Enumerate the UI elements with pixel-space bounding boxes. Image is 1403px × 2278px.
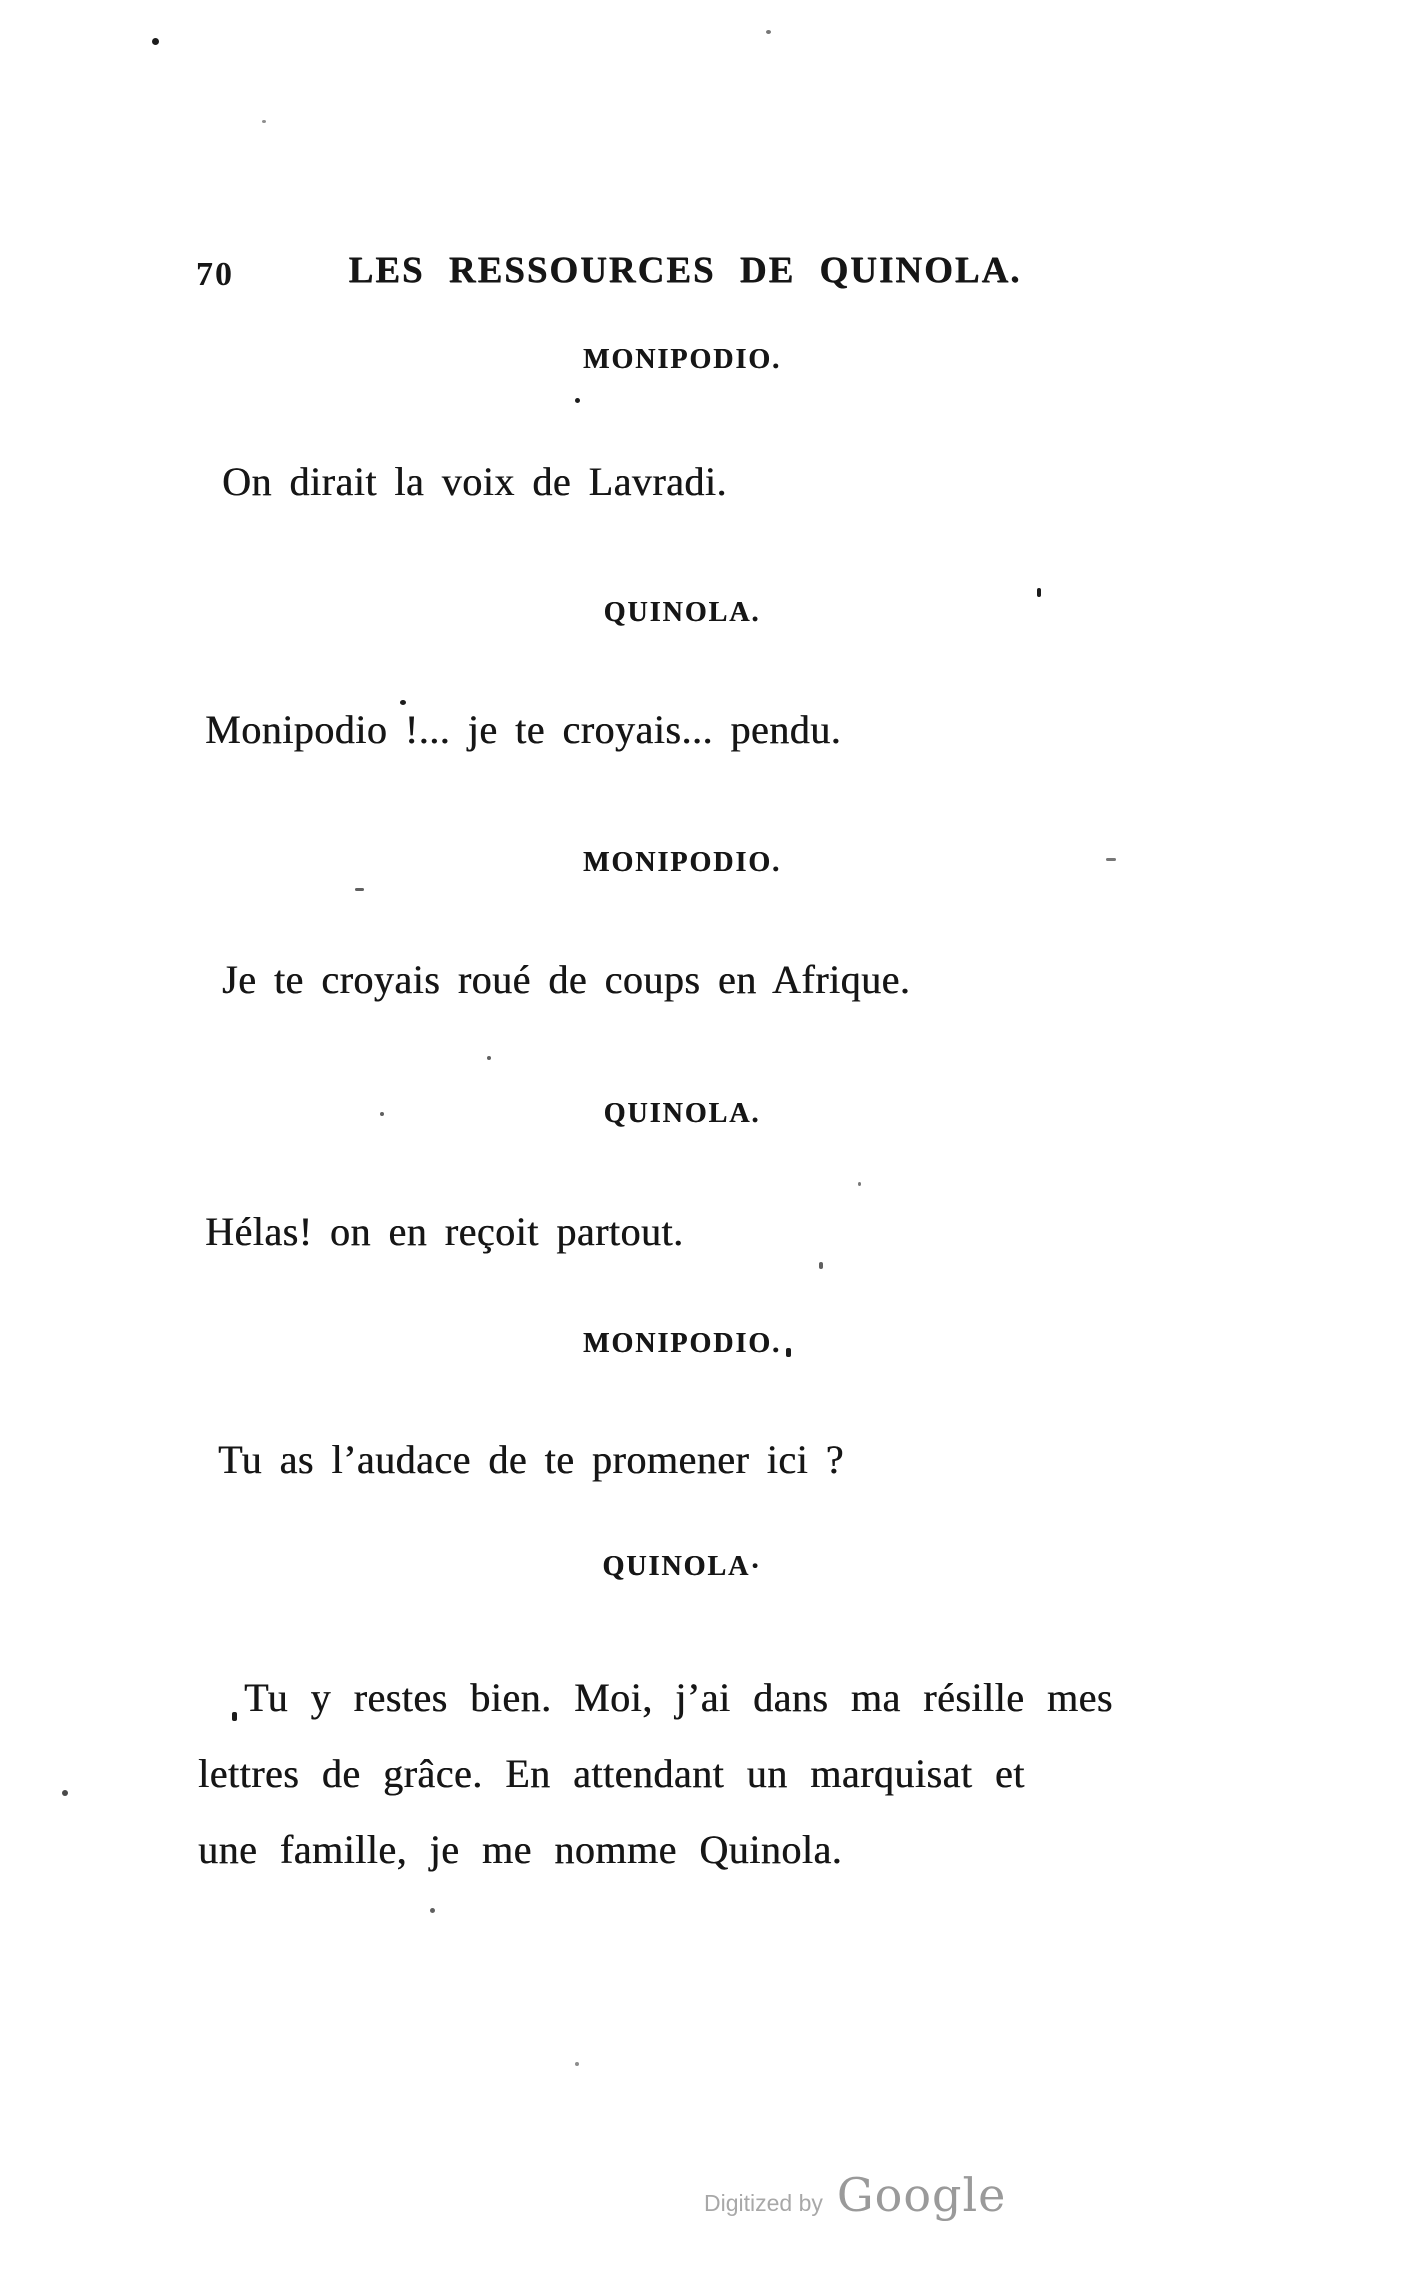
watermark-text: Digitized by — [704, 2190, 823, 2216]
speaker-heading-monipodio: MONIPODIO. — [582, 847, 782, 878]
scan-speck — [766, 30, 771, 34]
google-logo: Google — [836, 2168, 1007, 2222]
scan-speck — [380, 1112, 384, 1116]
paragraph-line: Tu y restes bien. Moi, j’ai dans ma résille mes — [244, 1675, 1113, 1720]
scan-speck — [152, 38, 159, 45]
speaker-heading-monipodio: MONIPODIO. — [582, 344, 782, 375]
scan-speck — [232, 1712, 237, 1721]
dialogue-line: Tu as l’audace de te promener ici ? — [218, 1437, 844, 1482]
dialogue-line: Monipodio !... je te croyais... pendu. — [205, 707, 842, 752]
speaker-heading-quinola: QUINOLA. — [603, 1098, 761, 1129]
scan-speck — [858, 1182, 861, 1186]
scan-speck — [400, 700, 406, 705]
scan-speck — [1037, 588, 1041, 597]
speaker-heading-quinola: QUINOLA. — [603, 597, 761, 628]
scan-speck — [355, 888, 364, 891]
dialogue-line: On dirait la voix de Lavradi. — [222, 459, 727, 504]
watermark — [704, 2168, 1006, 2222]
scan-speck — [1106, 858, 1116, 861]
scan-speck — [786, 1348, 791, 1357]
speaker-heading-monipodio: MONIPODIO. — [582, 1328, 782, 1359]
running-title: LES RESSOURCES DE QUINOLA. — [348, 250, 1022, 291]
scan-speck — [430, 1908, 435, 1913]
scan-speck — [62, 1790, 68, 1796]
scan-speck — [819, 1262, 823, 1269]
scan-speck — [575, 398, 580, 403]
page-number: 70 — [196, 256, 234, 293]
dialogue-line: Hélas! on en reçoit partout. — [205, 1209, 684, 1254]
scan-speck — [487, 1056, 491, 1060]
paragraph-line: lettres de grâce. En attendant un marquisat et — [198, 1751, 1025, 1796]
speaker-heading-quinola: QUINOLA· — [602, 1551, 762, 1582]
paragraph-line: une famille, je me nomme Quinola. — [198, 1827, 843, 1872]
scan-speck — [262, 120, 266, 123]
scan-speck — [575, 2062, 579, 2066]
dialogue-line: Je te croyais roué de coups en Afrique. — [222, 957, 911, 1002]
